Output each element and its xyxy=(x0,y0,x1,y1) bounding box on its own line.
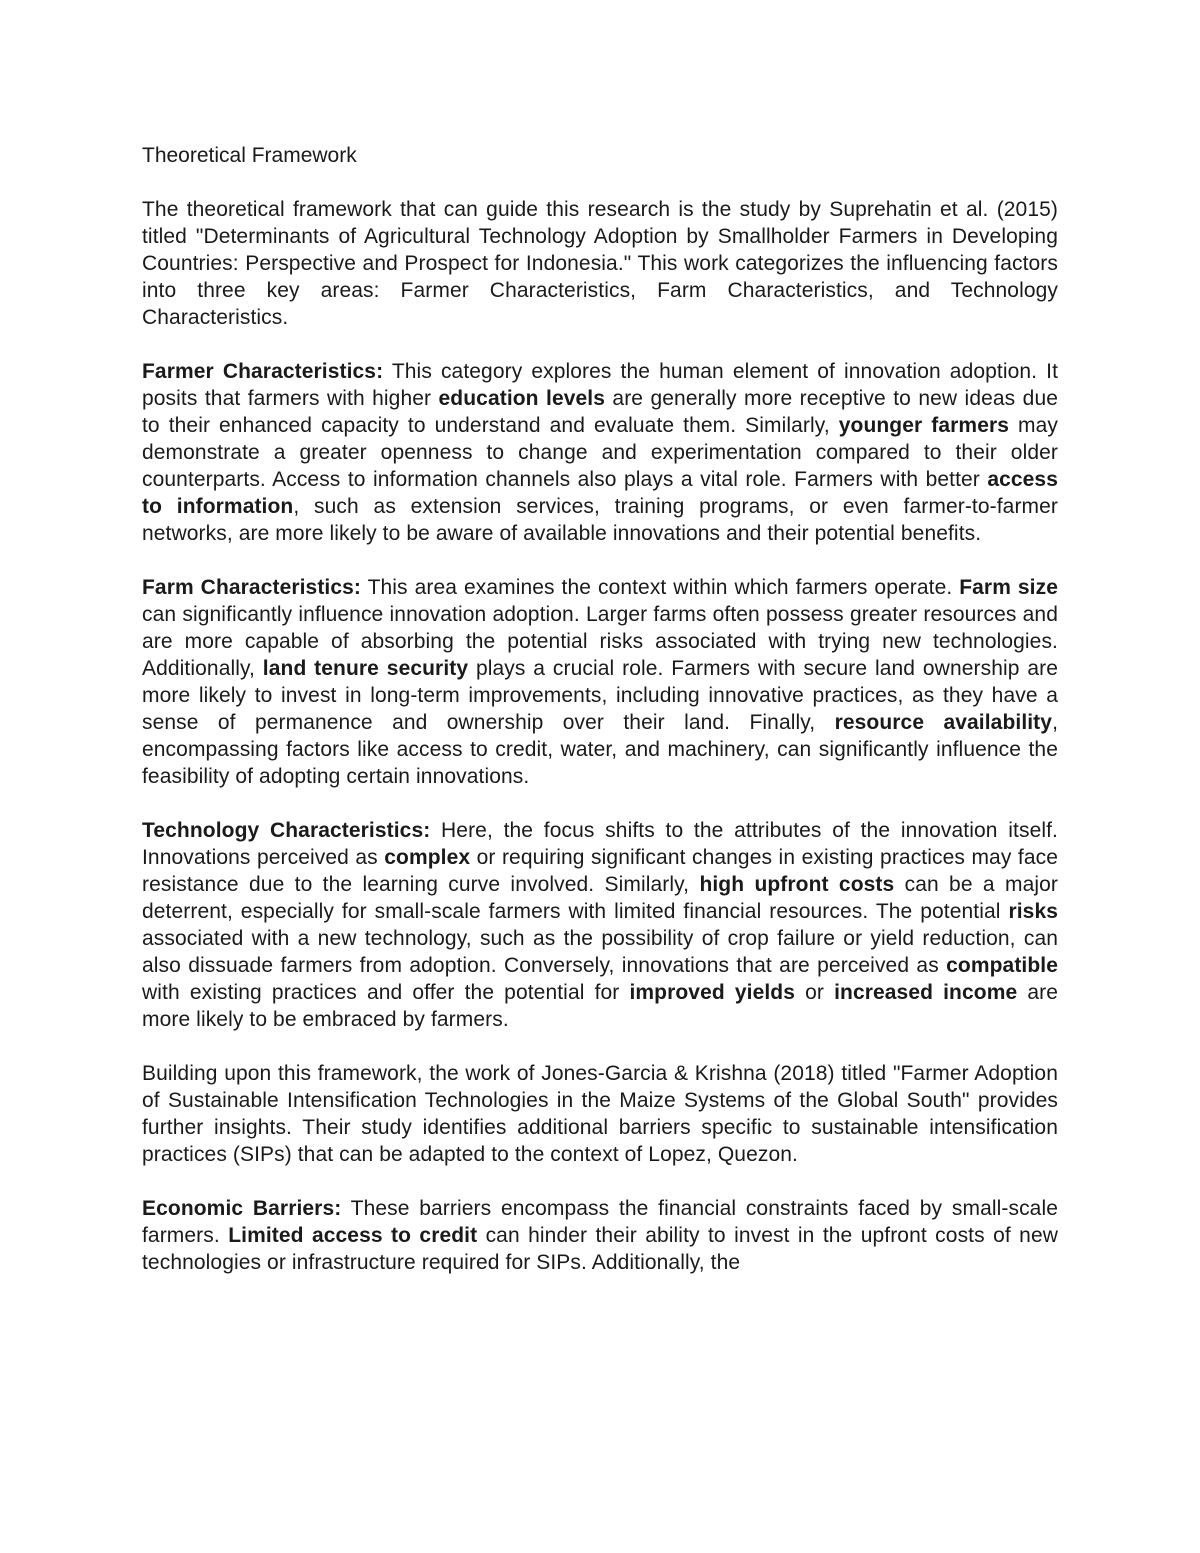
intro-paragraph: The theoretical framework that can guide this research is the study by Suprehatin et al. (2015) titled "Determinants of Agricultural Technology Adoption by Smallholder Farmers in Developing Countries: Perspective and Prospect for Indonesia." This work categorizes the influencing factors into three key areas: Farmer Characteristics, Farm Characteristics, and Technology Characteristics. xyxy=(142,198,1058,329)
technology-bold-costs: high upfront costs xyxy=(699,873,895,896)
farmer-bold-education: education levels xyxy=(438,387,606,410)
farmer-text-4: , such as extension services, training programs, or even farmer-to-farmer networks, are more likely to be aware of available innovations and their potential benefits. xyxy=(142,495,1059,545)
page-title: Theoretical Framework xyxy=(142,144,357,167)
economic-barriers-paragraph xyxy=(142,1195,1058,1276)
technology-bold-yields: improved yields xyxy=(629,981,796,1004)
farmer-text-2: are generally more receptive to new ideas due to their enhanced capacity to understand and evaluate them. Similarly, xyxy=(142,387,1058,437)
farm-text-3: plays a crucial role. Farmers with secure land ownership are more likely to invest in long-term improvements, including innovative practices, as they have a sense of permanence and ownership over their land. Finally, xyxy=(142,657,1058,734)
technology-text-2: or requiring significant changes in existing practices may face resistance due to the learning curve involved. Similarly, xyxy=(142,846,1058,896)
technology-text-1: Here, the focus shifts to the attributes of the innovation itself. Innovations perceived as xyxy=(142,819,1058,869)
farmer-bold-access: access to information xyxy=(142,468,1058,518)
technology-characteristics-heading: Technology Characteristics: xyxy=(142,819,431,842)
economic-bold-credit: Limited access to credit xyxy=(228,1224,478,1247)
technology-text-5: with existing practices and offer the potential for xyxy=(142,981,630,1004)
farm-bold-resource: resource availability xyxy=(834,711,1053,734)
economic-barriers-heading: Economic Barriers: xyxy=(142,1197,342,1220)
farm-bold-size: Farm size xyxy=(959,576,1058,599)
technology-text-4: associated with a new technology, such as the possibility of crop failure or yield reduction, can also dissuade farmers from adoption. Conversely, innovations that are perceived as xyxy=(142,927,1058,977)
farm-bold-tenure: land tenure security xyxy=(262,657,469,680)
technology-bold-income: increased income xyxy=(834,981,1018,1004)
farmer-characteristics-paragraph xyxy=(142,358,1058,547)
farmer-bold-younger: younger farmers xyxy=(838,414,1010,437)
farmer-text-3: may demonstrate a greater openness to change and experimentation compared to their older counterparts. Access to information channels also plays a vital role. Farmers with better xyxy=(142,414,1058,491)
technology-bold-risks: risks xyxy=(1008,900,1058,923)
technology-text-6: or xyxy=(795,981,835,1004)
economic-text-1: These barriers encompass the financial constraints faced by small-scale farmers. xyxy=(142,1197,1058,1247)
technology-characteristics-paragraph xyxy=(142,817,1058,1033)
technology-text-7: are more likely to be embraced by farmers. xyxy=(142,981,1058,1031)
document-body xyxy=(142,142,1058,1303)
farm-text-1: This area examines the context within which farmers operate. xyxy=(361,576,960,599)
farmer-text-1: This category explores the human element of innovation adoption. It posits that farmers with higher xyxy=(142,360,1058,410)
technology-text-3: can be a major deterrent, especially for small-scale farmers with limited financial resources. The potential xyxy=(142,873,1059,923)
farm-characteristics-paragraph xyxy=(142,574,1058,790)
farmer-characteristics-heading: Farmer Characteristics: xyxy=(142,360,384,383)
building-upon-paragraph: Building upon this framework, the work of Jones-Garcia & Krishna (2018) titled "Farmer Adoption of Sustainable Intensification Technologies in the Maize Systems of the Global South" provides further insights. Their study identifies additional barriers specific to sustainable intensification practices (SIPs) that can be adapted to the context of Lopez, Quezon. xyxy=(142,1062,1058,1166)
economic-text-2: can hinder their ability to invest in the upfront costs of new technologies or infrastructure required for SIPs. Additionally, the xyxy=(142,1224,1058,1274)
farm-text-4: , encompassing factors like access to credit, water, and machinery, can significantly influence the feasibility of adopting certain innovations. xyxy=(142,711,1058,788)
technology-bold-compatible: compatible xyxy=(946,954,1058,977)
farm-text-2: can significantly influence innovation adoption. Larger farms often possess greater resources and are more capable of absorbing the potential risks associated with trying new technologies. Additionally, xyxy=(142,603,1058,680)
farm-characteristics-heading: Farm Characteristics: xyxy=(142,576,362,599)
technology-bold-complex: complex xyxy=(384,846,471,869)
